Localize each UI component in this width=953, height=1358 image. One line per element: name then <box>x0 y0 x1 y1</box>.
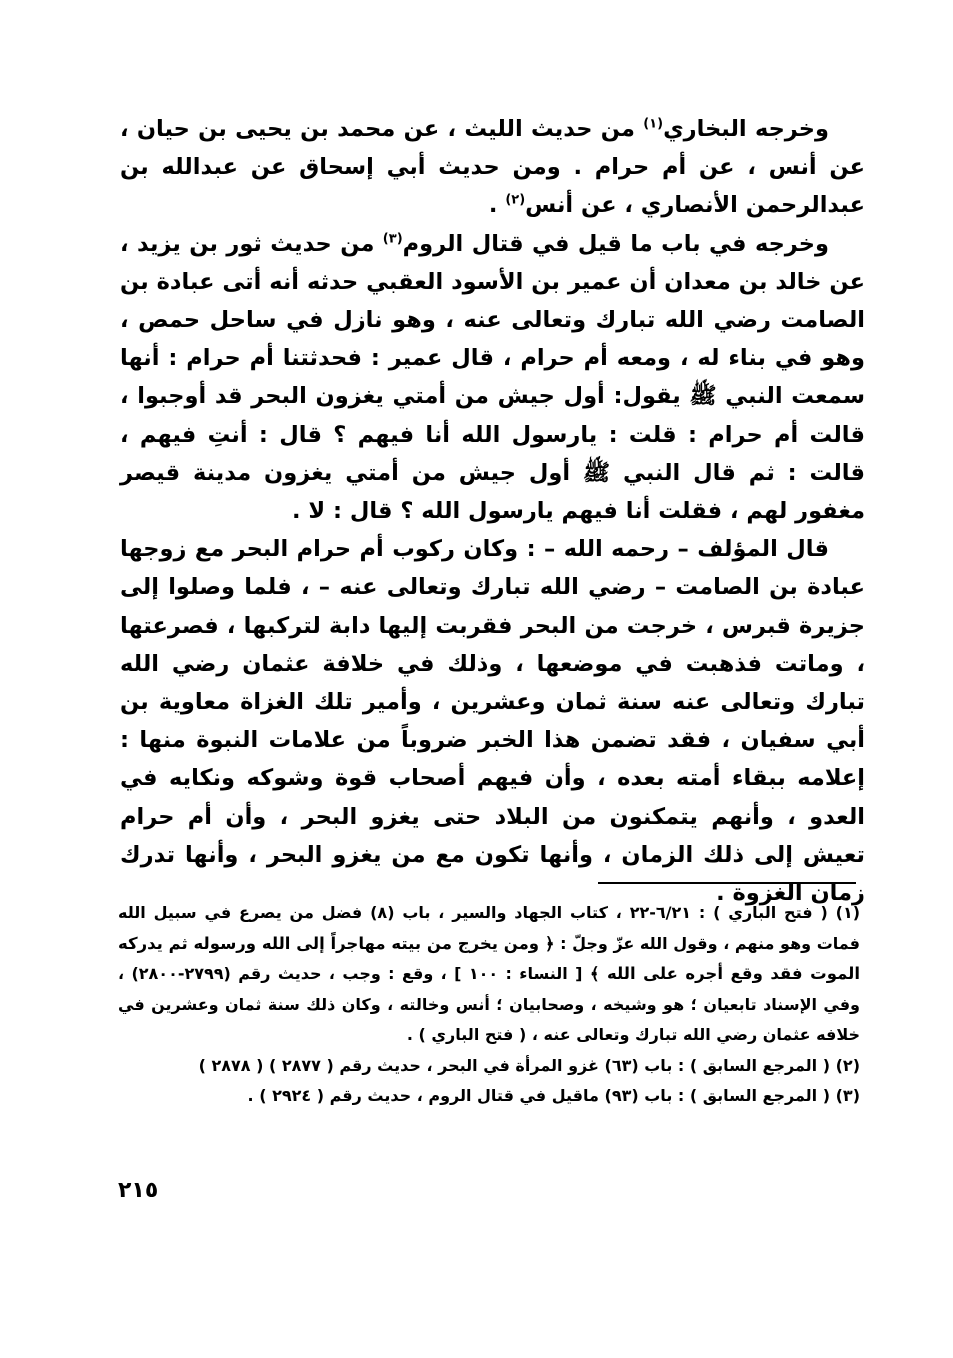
footnote-1 <box>118 898 860 1051</box>
footnotes <box>118 898 860 1112</box>
footnote-1-part-a: (١) ( فتح الباري ) : ٦/٢١-٢٢ ، كتاب الجهاد والسير ، باب (٨) فضل من يصرع في سبيل الله فمات وهو منهم ، وقول الله عزّ وجلّ : <box>118 903 861 953</box>
footnote-1-part-b: [ النساء : ١٠٠ ] ، وقع : وجب ، حديث رقم (٢٧٩٩-٢٨٠٠) ، وفي الإسناد تابعيان ؛ هو وشيخه ، وصحابيان ؛ أنس وخالته ، وكان ذلك سنة ثمان وعشرين في خلافه عثمان رضي الله تبارك وتعالى عنه ، ( فتح الباري ) . <box>118 964 860 1044</box>
footnote-ref-2: (٢) <box>505 192 526 208</box>
paragraph-1-part-b: من حديث الليث ، عن محمد بن يحيى بن حيان ، عن أنس ، عن أم حرام . ومن حديث أبي إسحاق عن عبدالله بن عبدالرحمن الأنصاري ، عن أنس <box>120 116 865 219</box>
footnote-2: (٢) ( المرجع السابق ) : باب (٦٣) غزو المرأة في البحر ، حديث رقم ( ٢٨٧٧ ) ( ٢٨٧٨ ) <box>198 1055 860 1075</box>
paragraph-2 <box>120 225 865 531</box>
paragraph-2-part-a: وخرجه في باب ما قيل في قتال الروم <box>402 230 829 257</box>
footnote-1-quran-quote: ﴿ ومن يخرج من بيته مهاجراً إلى الله ورسوله ثم يدركه الموت فقد وقع أجره على الله ﴾ <box>118 933 860 983</box>
main-text <box>120 110 865 912</box>
footnote-3: (٣) ( المرجع السابق ) : باب (٩٣) ماقيل في قتال الروم ، حديث رقم ( ٢٩٢٤ ) . <box>247 1086 860 1105</box>
footnote-separator <box>598 882 856 884</box>
paragraph-2-part-b: من حديث ثور بن يزيد ، عن خالد بن معدان أن عمير بن الأسود العقبي حدثه أنه أتى عبادة بن الصامت رضي الله تبارك وتعالى عنه ، وهو نازل في ساحل حمص ، وهو في بناء له ، ومعه أم حرام ، قال عمير : فحدثتنا أم حرام : أنها سمعت النبي ﷺ يقول: أول جيش من أمتي يغزون البحر قد أوجبوا ، قالت أم حرام : قلت : يارسول الله أنا فيهم ؟ قال : أنتِ فيهم ، قالت : ثم قال النبي ﷺ أول جيش من أمتي يغزون مدينة قيصر مغفور لهم ، فقلت أنا فيهم يارسول الله ؟ قال : لا . <box>120 230 865 525</box>
page-number: ٢١٥ <box>118 1178 159 1203</box>
paragraph-1-part-c: . <box>488 192 506 219</box>
paragraph-1-part-a: وخرجه البخاري <box>663 116 829 142</box>
paragraph-3: قال المؤلف – رحمه الله – : وكان ركوب أم حرام البحر مع زوجها عبادة بن الصامت – رضي الله تبارك وتعالى عنه – ، فلما وصلوا إلى جزيرة قبرس ، خرجت من البحر فقربت إليها دابة لتركبها ، فصرعتها ، وماتت فذهبت في موضعها ، وذلك في خلافة عثمان رضي الله تبارك وتعالى عنه سنة ثمان وعشرين ، وأمير تلك الغزاة معاوية بن أبي سفيان ، فقد تضمن هذا الخبر ضروباً من علامات النبوة منها : إعلامه ببقاء أمته بعده ، وأن فيهم أصحاب قوة وشوكه ونكايه في العدو ، وأنهم يتمكنون من البلاد حتى يغزو البحر ، وأن أم حرام تعيش إلى ذلك الزمان ، وأنها تكون مع من يغزو البحر ، وأنها تدرك زمان الغزوة . <box>120 536 865 907</box>
footnote-ref-1: (١) <box>643 116 664 132</box>
paragraph-1 <box>120 110 865 225</box>
footnote-ref-3: (٣) <box>382 231 403 247</box>
